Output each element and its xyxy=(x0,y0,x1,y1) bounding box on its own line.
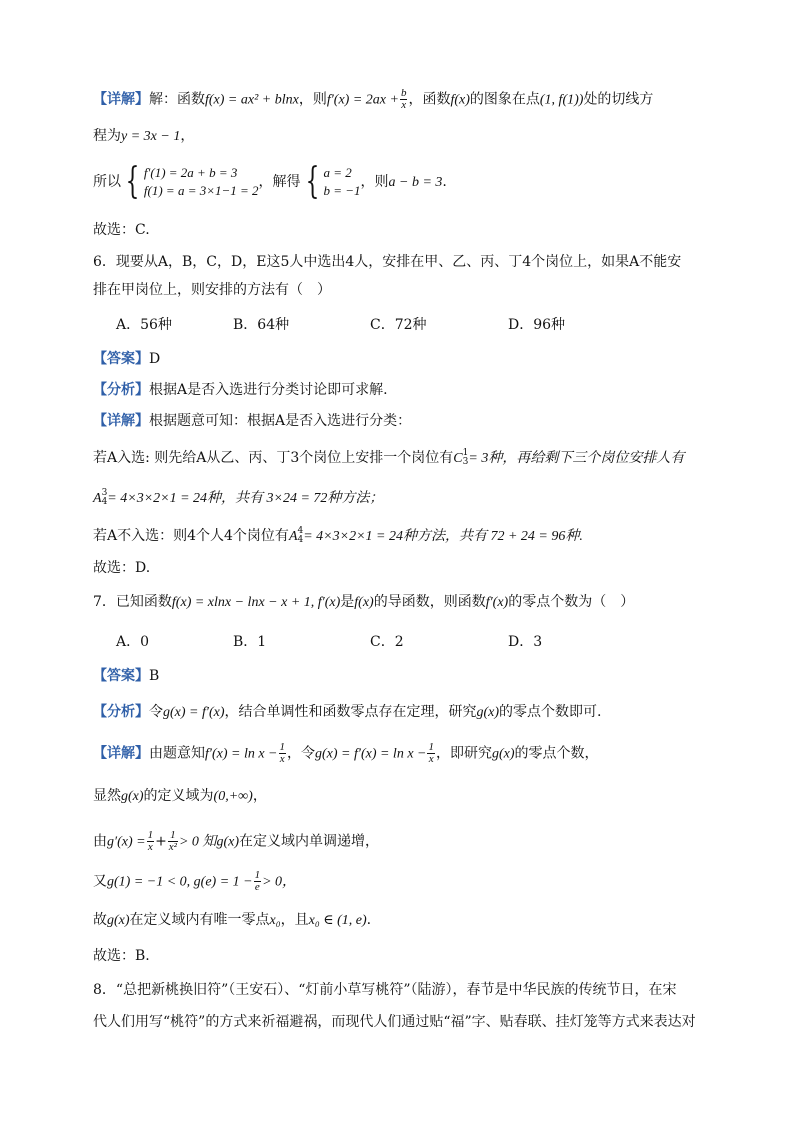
detail-paragraph-1 xyxy=(93,88,653,111)
option-a: A．0 xyxy=(116,634,150,650)
case-1-line-1: 若A入选: 则先给A从乙、丙、丁3个岗位上安排一个岗位有C 1 3 = 3种，再给剩下三个岗位安排人有 xyxy=(93,448,685,467)
selection-7: 故选：B. xyxy=(93,948,150,964)
option-b: B．1 xyxy=(233,634,267,650)
selection-6: 故选：D. xyxy=(93,560,151,576)
math: f(x) = ax² + blnx xyxy=(205,92,299,108)
answer-6: 【答案】D xyxy=(93,351,161,367)
detail-7-line-3: 由g′(x) = $\frac{1}{x}$ + $\frac{1}{\text{x²}}$ > 0 知g(x)在定义域内单调递增， xyxy=(93,829,379,853)
question-6-line-1: 6．现要从A，B，C，D，E这5人中选出4人，安排在甲、乙、丙、丁4个岗位上，如果A不能安 xyxy=(93,254,682,270)
option-c: C．2 xyxy=(370,634,404,650)
text: 的图象在点 xyxy=(469,91,540,108)
answer-7: 【答案】B xyxy=(93,668,160,684)
option-b: B．64种 xyxy=(233,317,290,333)
question-8-line-2: 代人们用写“桃符”的方式来祈福避祸，而现代人们通过贴“福”字、贴春联、挂灯笼等方式来表达对 xyxy=(93,1014,696,1030)
question-8-line-1: 8．“总把新桃换旧符”（王安石）、“灯前小草写桃符”（陆游），春节是中华民族的传统节日，在宋 xyxy=(93,982,677,998)
detail-7-line-1: 【详解】由题意知f′(x) = ln x − $\frac{1}{x}$ ，令g(x) = f′(x) = ln x − $\frac{1}{x}$ ，即研究g(x)的零点个数， xyxy=(93,741,599,765)
text: 处的切线方 xyxy=(583,91,654,108)
detail-6: 【详解】根据题意可知：根据A是否入选进行分类： xyxy=(93,413,412,429)
option-c: C．72种 xyxy=(370,317,427,333)
math: (1, f(1)) xyxy=(539,92,584,108)
analysis-7: 【分析】令g(x) = f′(x)，结合单调性和函数零点存在定理，研究g(x)的零点个数即可. xyxy=(93,704,602,720)
option-d: D．3 xyxy=(508,634,543,650)
text: 解：函数 xyxy=(149,91,205,108)
case-1-line-2: A 3 4 = 4×3×2×1 = 24种，共有 3×24 = 72种方法； xyxy=(93,488,384,507)
detail-paragraph-1b: 程为y = 3x − 1， xyxy=(93,128,195,144)
question-7: 7．已知函数f(x) = xlnx − lnx − x + 1, f′(x)是f(x)的导函数，则函数f′(x)的零点个数为（ ） xyxy=(93,594,635,610)
analysis-6: 【分析】根据A是否入选进行分类讨论即可求解. xyxy=(93,382,388,398)
math: f′(x) = 2ax + xyxy=(326,92,399,108)
text: ，则 xyxy=(298,91,327,108)
math: f(x) xyxy=(450,92,470,108)
detail-7-line-5: 故g(x)在定义域内有唯一零点x₀，且x₀ ∈ (1, e). xyxy=(93,912,372,928)
selection-5: 故选：C. xyxy=(93,222,150,238)
option-d: D．96种 xyxy=(508,317,566,333)
option-a: A．56种 xyxy=(116,317,172,333)
detail-7-line-2: 显然g(x)的定义域为(0,+∞)， xyxy=(93,788,267,804)
fraction: $\frac{b}{x}$ xyxy=(400,87,407,111)
detail-7-line-4: 又g(1) = −1 < 0, g(e) = 1 − $\frac{1}{e}$ > 0， xyxy=(93,869,297,893)
text: ，函数 xyxy=(408,91,451,108)
detail-paragraph-1c: 所以 { f′(1) = 2a + b = 3 f(1) = a = 3×1−1 = 2 ，解得 { a = 2 b = −1 ，则a − b = 3. xyxy=(93,161,447,202)
solution-system: a = 2 b = −1 xyxy=(323,165,361,198)
question-6-line-2: 排在甲岗位上，则安排的方法有（ ） xyxy=(93,282,331,298)
detail-tag: 【详解】 xyxy=(93,91,149,108)
case-2: 若A不入选：则4个人4个岗位有A 4 4 = 4×3×2×1 = 24种方法，共有 72 + 24 = 96种. xyxy=(93,526,583,545)
equation-system: f′(1) = 2a + b = 3 f(1) = a = 3×1−1 = 2 xyxy=(143,165,259,198)
